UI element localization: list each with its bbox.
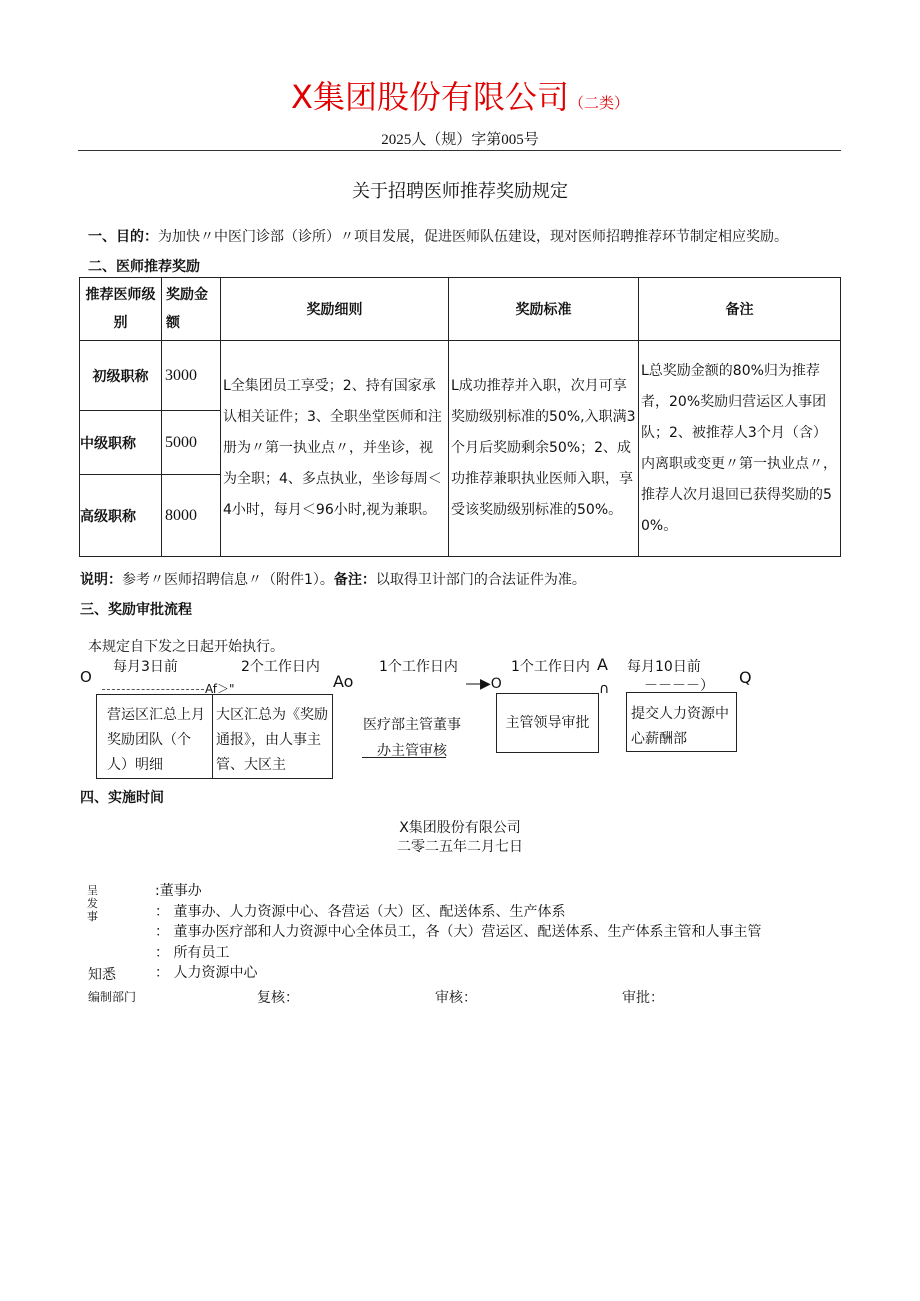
flow-mark-q: Q (739, 668, 752, 687)
signature-date: 二零二五年二月七日 (397, 839, 523, 855)
flow-mark-dash: －－－－） (644, 678, 714, 694)
flow-step-3-underline (362, 757, 446, 758)
side-label-1: 呈 (87, 884, 98, 897)
flow-mark-af: Af＞" (205, 682, 235, 696)
reward-table (79, 277, 841, 557)
row-level: 中级职称 (80, 411, 162, 475)
section-implementation-heading: 四、实施时间 (80, 790, 164, 806)
note-remark-text: 以取得卫计部门的合法证件为准。 (375, 572, 586, 588)
section-approval-heading: 三、奖励审批流程 (80, 602, 192, 618)
notify-label: 知悉 (88, 967, 116, 983)
signature-company: X集团股份有限公司 (399, 820, 521, 836)
flow-step-3: 医疗部主管董事办主管审核 (363, 717, 461, 759)
header-amount: 奖励金额 (162, 278, 221, 341)
standard-cell: L成功推荐并入职，次月可享奖励级别标准的50%,入职满3个月后奖励剩余50%；2、成功推荐兼职执业医师入职，享受该奖励级别标准的50%。 (449, 341, 639, 557)
remark-cell: L总奖励金额的80%归为推荐者，20%奖励归营运区人事团队；2、被推荐人3个月（含）内离职或变更〃第一执业点〃，推荐人次月退回已获得奖励的50%。 (639, 341, 841, 557)
side-label-2: 发 (87, 897, 98, 910)
row-amount: 8000 (162, 475, 221, 557)
company-title (0, 72, 920, 118)
row-level: 高级职称 (80, 475, 162, 557)
effective-text: 本规定自下发之日起开始执行。 (88, 639, 284, 655)
flow-step-5: 提交人力资源中心薪酬部 (626, 692, 737, 752)
row-level: 初级职称 (80, 341, 162, 411)
draft-label: 编制部门 (88, 990, 137, 1004)
flow-mark-n: ∩ (599, 681, 610, 697)
row-amount: 3000 (162, 341, 221, 411)
flow-mark-a: A (597, 655, 608, 674)
flow-step-1: 营运区汇总上月奖励团队（个人）明细 (96, 694, 213, 779)
audit-label: 审核： (435, 990, 477, 1006)
document-number: 2025人（规）字第005号 (381, 132, 539, 148)
header-rules: 奖励细则 (221, 278, 449, 341)
header-remark: 备注 (639, 278, 841, 341)
section-purpose-text: 为加快〃中医门诊部（诊所）〃项目发展，促进医师队伍建设，现对医师招聘推荐环节制定相应奖励。 (158, 229, 788, 245)
distribution-line-2: ： 董事办、人力资源中心、各营运（大）区、配送体系、生产体系 (155, 904, 566, 920)
section-purpose-heading: 一、目的： (88, 229, 158, 245)
side-label-3: 事 (87, 910, 98, 923)
distribution-line-4: ： 所有员工 (155, 945, 230, 961)
approve-label: 审批： (622, 990, 664, 1006)
distribution-to: :董事办 (155, 883, 202, 899)
flow-step-2: 大区汇总为《奖励通报》，由人事主管、大区主 (212, 694, 333, 779)
flow-time-2: 2个工作日内 (241, 659, 320, 675)
section-reward-heading: 二、医师推荐奖励 (88, 259, 200, 275)
distribution-line-3: ： 董事办医疗部和人力资源中心全体员工，各（大）营运区、配送体系、生产体系主管和人事主管 (155, 924, 762, 940)
flow-step-4: 主管领导审批 (496, 693, 599, 753)
note-line (80, 569, 586, 589)
distribution-line-5: ： 人力资源中心 (155, 965, 258, 981)
company-name: X集团股份有限公司 (291, 78, 569, 116)
company-suffix: （二类） (568, 94, 629, 112)
note-text: 参考〃医师招聘信息〃（附件1）。 (122, 572, 334, 588)
flow-mark-arrow: ―▶O (466, 676, 502, 692)
document-title: 关于招聘医师推荐奖励规定 (352, 181, 568, 202)
flow-mark-ao: Ao (333, 672, 354, 691)
note-remark-label: 备注： (333, 572, 376, 588)
flow-dashed-connector (102, 689, 204, 690)
header-level: 推荐医师级别 (80, 278, 162, 341)
flow-time-4: 1个工作日内 (511, 659, 590, 675)
section-purpose (88, 226, 788, 246)
table-header-row (80, 278, 841, 341)
rules-cell: L全集团员工享受；2、持有国家承认相关证件；3、全职坐堂医师和注册为〃第一执业点〃，并坐诊，视为全职；4、多点执业，坐诊每周＜4小时，每月＜96小时,视为兼职。 (221, 341, 449, 557)
row-amount: 5000 (162, 411, 221, 475)
flow-time-1: 每月3日前 (113, 659, 178, 675)
flow-time-5: 每月10日前 (627, 659, 701, 675)
review-label: 复核： (257, 990, 299, 1006)
flow-mark-o: O (80, 668, 92, 686)
header-divider (78, 150, 841, 151)
header-standard: 奖励标准 (449, 278, 639, 341)
note-label: 说明： (80, 572, 122, 588)
distribution-side-label (87, 884, 98, 923)
flow-time-3: 1个工作日内 (379, 659, 458, 675)
table-row (80, 341, 841, 411)
